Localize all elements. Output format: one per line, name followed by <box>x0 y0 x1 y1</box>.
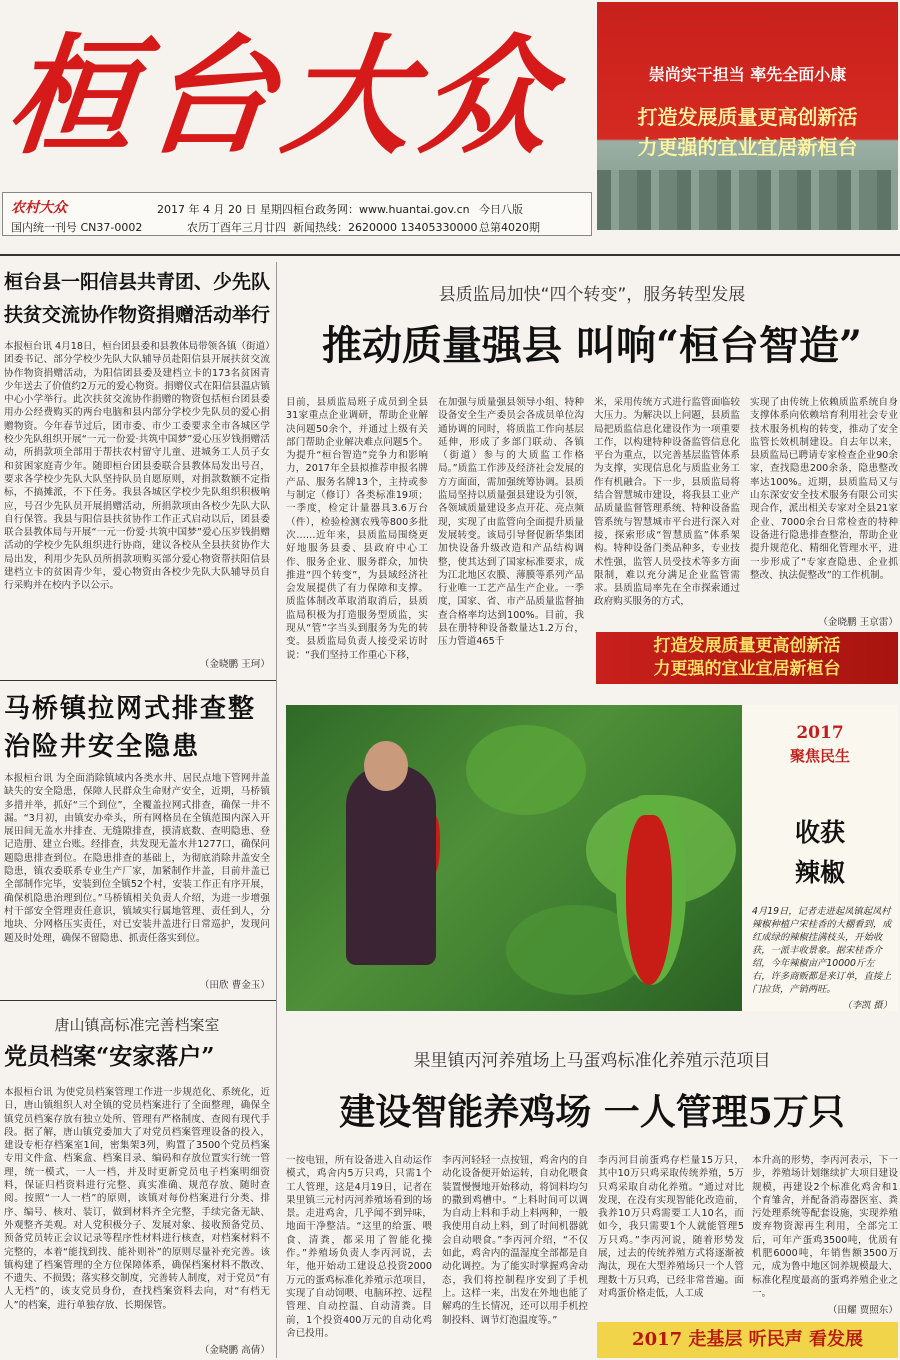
main-story-headline: 推动质量强县 叫响“桓台智造” <box>322 322 862 369</box>
photo-byline: （李凯 摄） <box>842 1000 892 1011</box>
focus-livelihood-stamp <box>750 723 890 783</box>
main-story-col3: 米，采用传统方式进行监管面临较大压力。为解决以上问题，县质监局把质监信息化建设作为一项重要工作，以构建特种设备监管信息化平台为重点，以完善基层监管体系为支撑，实现信息化与质监业务工作有机融合。下一步，县质监局将结合智慧城市建设，将我县工业产品质量监督管理系统、特种设备监管系统与智慧城市平台进行深入对接，探索形成“智慧质监”体系架构。特种设备门类品种多，专业技术性强，监管人员受技术等多方面限制，难以充分满足企业监管需求。县质监局率先在全市探索通过政府购买服务的方式， <box>594 397 740 608</box>
left-story1-headline: 桓台县一阳信县共青团、少先队扶贫交流协作物资捐赠活动举行 <box>4 271 271 326</box>
left-story3-byline: （金晓鹏 高倩） <box>199 1345 270 1356</box>
masthead-title: 桓台大众 <box>0 22 568 172</box>
bottom-story-col2: 李丙河轻轻一点按钮，鸡舍内的自动化设备便开始运转，自动化喂食装置慢慢地开始移动，将饲料均匀的撒到鸡槽中。“上料时间可以调为自动上料和手动上料两种，一般我使用自动上料，到了时间机器就会自动喂食。”李丙河介绍，“不仅如此，鸡舍内的温湿度全部都是自动化调控。为了能实时掌握鸡舍动态，我们将控制程序安到了手机上。这样一来，出发在外地也能了解鸡的生长情况，还可以用手机控制投料、调节灯泡温度等。” <box>442 1155 588 1326</box>
city-skyline-image <box>597 170 898 230</box>
issue-date: 2017 年 4 月 20 日 星期四 <box>157 203 293 216</box>
photo-title <box>742 813 898 893</box>
bottom-story-byline: （田耀 贾照东） <box>827 1305 898 1316</box>
page-count: 今日八版 <box>479 203 523 216</box>
main-story-col1: 目前，县质监局班子成员到全县31家重点企业调研，帮助企业解决问题50余个，并通过上级有关部门帮助企业解决难点问题5个。为提升“桓台智造”竞争力和影响力，2017年全县拟推荐申报名牌产品、服务名牌13个，主持或参与制定（修订）各类标准19项；一季度，检定计量器具3.6万台（件），检验检测农残等800多批次……近年来，县质监局围绕更好地服务县委、县政府中心工作、服务企业、服务群众，加快推进“四个转变”，为县域经济社会发展提供了有力保障和支撑。质监体制改革取消取消后，县质监局积极为打造服务型质监，实现从“管”字当头到服务为先的转变。县质监局负责人接受采访时说：“我们坚持工作重心下移， <box>286 397 428 661</box>
publisher-logo: 农村大众 <box>11 200 67 216</box>
bottom-story-col3: 李丙河目前蛋鸡存栏量15万只，其中10万只鸡采取传统养殖，5万只鸡采取自动化养殖。“通过对比发现，在没有实现智能化改造前，我养10万只鸡需要工人10名，而如今，我只需要1个人就能管理5万只鸡。”李丙河说，随着形势发展，过去的传统养殖方式将逐渐被淘汰，现在大型养殖场只一个人管理数十万只鸡，已经非常普遍。面对鸡蛋价格走低，人工成 <box>598 1155 744 1299</box>
left-story1-body: 本报桓台讯 4月18日，桓台团县委和县教体局带领各镇（街道）团委书记、部分学校少先队大队辅导员赴阳信县开展扶贫交流协作物资捐赠活动，为阳信团县委及建档立卡的173名贫困青少年送去了价值约2万元的爱心物资。捐赠仪式在阳信县温店镇中心小学举行。此次扶贫交流协作捐赠的物资包括桓台团县委用办公经费购买的两台电脑和县内部分学校少先队员的爱心捐赠物资。今年春节过后，团市委、市少工委要求全市各城区学校少先队组织开展“一元一份爱·共筑中国梦”爱心压岁钱捐赠活动，所捐款项全部用于帮扶农村留守儿童、进城务工人员子女和贫困家庭青少年。随即桓台团县委联合县教体局发出号召，要求各学校少先队大队坚持队员自愿原则，对捐款数额不定指标，不搞摊派，不下任务。我县各城区学校少先队组织积极响应，号召少先队员开展捐赠活动，所捐款项由各校少先队大队自行保管。我县与阳信县扶贫协作工作正式启动以后，团县委联合县教体局与开展“一元一份爱·共筑中国梦”爱心压岁钱捐赠活动的学校少先队组织进行协商，建议各校从全县扶贫协作大局出发，利用少先队员所捐款项购买部分爱心物资帮扶阳信县建档立卡的贫困青少年，爱心物资由各校少先队大队辅导员自行采购并在校内予以公示。 <box>4 341 270 592</box>
left-story2-headline: 马桥镇拉网式排查整治险井安全隐患 <box>4 694 257 762</box>
left-story3-body: 本报桓台讯 为使党员档案管理工作进一步规范化、系统化，近日，唐山镇组织人对全镇的党员档案进行了全面整理，确保全镇党员档案存放有独立处所、管理有严格制度、查阅有现代手段。据了解，唐山镇党委加大了对党员档案管理设备的投入，建设专柜存档案室1间，密集架3列，购置了3500个党员档案专用文件盒、档案盒、档案目录、编码和存放位置实行统一管理，统一模式，一人一档，并及时更新党员电子档案明细资料，保证归档资料进行完整、真实准确、规范存放、随时查阅。按照“一人一档”的原则，该镇对每份档案进行分类、排序、编号、核对、装订，做到材料齐全完整，手续完备无缺、外观整齐美观。对人党积极分子、发展对象、接收预备党员、预备党员转正会议记录等程序性材料进行核查，对档案材料不完整的，本着“能找到找、能补则补”的原则尽量补充完善。该镇构建了档案管理的全方位保障体系，确保档案材料不散改、不遗失、不损毁；落实移交制度，完善转人制度，对于党员“有人无档”的，该支党员身份，查找档案资料去向，对“有档无人”的档案，进行单独存放、长期保管。 <box>4 1087 270 1311</box>
bottom-story-col1: 一按电钮，所有设备进入自动运作模式，鸡舍内5万只鸡，只需1个工人管理，这是4月19日，记者在果里镇三元村丙河养殖场看到的场景。走进鸡舍，几乎闻不到异味，地面干净整洁。“这里的给蛋、喂食、清粪，都采用了智能化操作。”养殖场负责人李丙河说，去年，他开始动工建设总投资2000万元的蛋鸡标准化养殖示范项目，实现了自动饲喂、电脑环控、远程管理、自动控温、自动清粪。目前，1个投资400万元的自动化鸡舍已投用。 <box>286 1155 432 1339</box>
red-pepper <box>626 815 672 985</box>
column-divider <box>276 262 277 1358</box>
bottom-story-kicker: 果里镇丙河养殖场上马蛋鸡标准化养殖示范项目 <box>413 1051 771 1071</box>
masthead-banner-ad <box>597 2 898 230</box>
issue-number: 总第4020期 <box>479 221 540 234</box>
bottom-story-headline: 建设智能养鸡场 一人管理5万只 <box>339 1091 845 1133</box>
pepper-harvest-photo <box>286 705 898 1011</box>
stamp-year: 2017 <box>796 723 844 743</box>
cn-number: 国内统一刊号 CN37-0002 <box>11 221 143 234</box>
main-story-col2: 在加强与质量强县领导小组、特种设备安全生产委员会各成员单位沟通协调的同时，将质监工作向基层延伸，形成了多部门联动、各镇（街道）参与的大质监工作格局。”质监工作涉及经济社会发展的方方面面，需加强统筹协调。县质监局坚持以质量强县建设为引领，各领域质量建设多点开花、亮点频现，实现了由监管向全面提升质量发展转变。该局引导督促新华集团加快设备升级改造和产品结构调整，使其达到了国家标准要求，成为江北地区农膜、薄膜等系列产品行业唯一工艺产品生产企业。一季度，国家、省、市产品质量监督抽查合格率均达到100%。目前，我县在册特种设备数量达1.2万台，压力管道465千 <box>438 397 584 648</box>
left-story3-subhead: 唐山镇高标准完善档案室 <box>54 1016 220 1034</box>
photo-caption: 4月19日，记者走进起凤镇起凤村辣椒种植户宋桂香的大棚看到，成红成绿的辣椒挂满枝头，开始收获，一派丰收景象。据宋桂香介绍，今年辣椒亩产10000斤左右，许多商贩都是来订单，直接上门拉货，产销两旺。 <box>752 906 892 995</box>
website-info: 桓台政务网：www.huantai.gov.cn <box>293 203 470 216</box>
promo-line1: 打造发展质量更高创新活 <box>653 636 841 656</box>
promo-line2: 力更强的宜业宜居新桓台 <box>653 659 841 679</box>
section-divider <box>0 1000 276 1001</box>
main-story-byline: （金晓鹏 王京雷） <box>818 617 898 628</box>
banner-slogan-line2: 力更强的宜业宜居新桓台 <box>637 135 858 159</box>
bottom-story-col4: 本升高的形势，李丙河表示，下一步，养殖场计划继续扩大项目建设规模，再建设2个标准化鸡舍和1个育雏舍，并配备消毒器医室、粪污处理系统等配套设施，实现养殖废弃物资源再生利用，全部完工后，可年产蛋鸡3500吨，优质有机肥6000吨，年销售额3500万元，成为鲁中地区饲养规模最大、标准化程度最高的蛋鸡养殖企业之一。 <box>752 1155 898 1299</box>
section-divider <box>0 680 276 681</box>
photo-title-line1: 收获 <box>794 818 845 847</box>
news-hotline: 新闻热线：2620000 13405330000 <box>293 221 478 234</box>
main-story-promo-box <box>596 632 898 684</box>
photo-title-line2: 辣椒 <box>794 858 845 887</box>
left-story1-byline: （金晓鹏 王珂） <box>199 659 270 670</box>
left-story2-body: 本报桓台讯 为全面消除镇域内各类水井、居民点地下管网井盖缺失的安全隐患，保障人民群众生命财产安全，近期，马桥镇多措并举，抓好“三个到位”，全覆盖拉网式排查，确保一井不漏。“3月初，由镇安办牵头，所有网格员在全镇范围内深入开展田间无盖水井排查、无缝隙排查，摸清底数、查明隐患、登记造册、建立台账。经排查，共发现无盖水井1277口，确保问题隐患排查到位。在隐患排查的基础上，为彻底消除井盖安全隐患，镇农委联系专业生产厂家，加紧制作井盖，目前井盖已全部制作完毕，安装到位全镇52个村，安装工作正有序开展，确保机隐患治理到位。”马桥镇相关负责人介绍，为进一步增强村干部安全管理责任意识，镇域实行属地管理、责任到人，分地块、分网格压实责任，对已安装井盖进行日常巡护，发现问题及时处理，确保不留隐患、抓责任落实到位。 <box>4 773 270 944</box>
masthead-divider <box>0 254 900 256</box>
stamp-column-name: 聚焦民生 <box>789 747 850 765</box>
lunar-date: 农历丁酉年三月廿四 <box>187 221 286 234</box>
farmer-head <box>364 741 408 791</box>
left-story3-headline: 党员档案“安家落户” <box>4 1043 215 1070</box>
leaf-decoration <box>466 725 586 815</box>
main-story-kicker: 县质监局加快“四个转变”，服务转型发展 <box>438 285 746 305</box>
main-story-col4: 实现了由传统上依赖质监系统自身支撑体系向依赖培育利用社会专业技术服务机构的转变，推动了安全监管长效机制建设。自去年以来，县质监局已聘请专家检查企业90余家，查找隐患200余条，隐患整改率达100%。近期，县质监局又与山东深安安全技术服务有限公司实现合作，派出相关专家对全县21家企业、7000余台日常检查的特种设备进行隐患排查整治，帮助企业提升规范化、精细化管理水平，进一步形成了“专家查隐患、企业抓整改、执法促整改”的工作机制。 <box>750 397 898 581</box>
masthead-info-bar <box>2 192 592 236</box>
photo-caption-panel <box>742 705 898 1011</box>
campaign-strip: 2017 走基层 听民声 看发展 <box>597 1322 898 1358</box>
farmer-figure <box>346 765 436 965</box>
left-story2-byline: （田欣 曹金玉） <box>199 980 270 991</box>
banner-slogan-top: 崇尚实干担当 率先全面小康 <box>648 65 847 84</box>
banner-slogan-line1: 打造发展质量更高创新活 <box>637 105 858 129</box>
